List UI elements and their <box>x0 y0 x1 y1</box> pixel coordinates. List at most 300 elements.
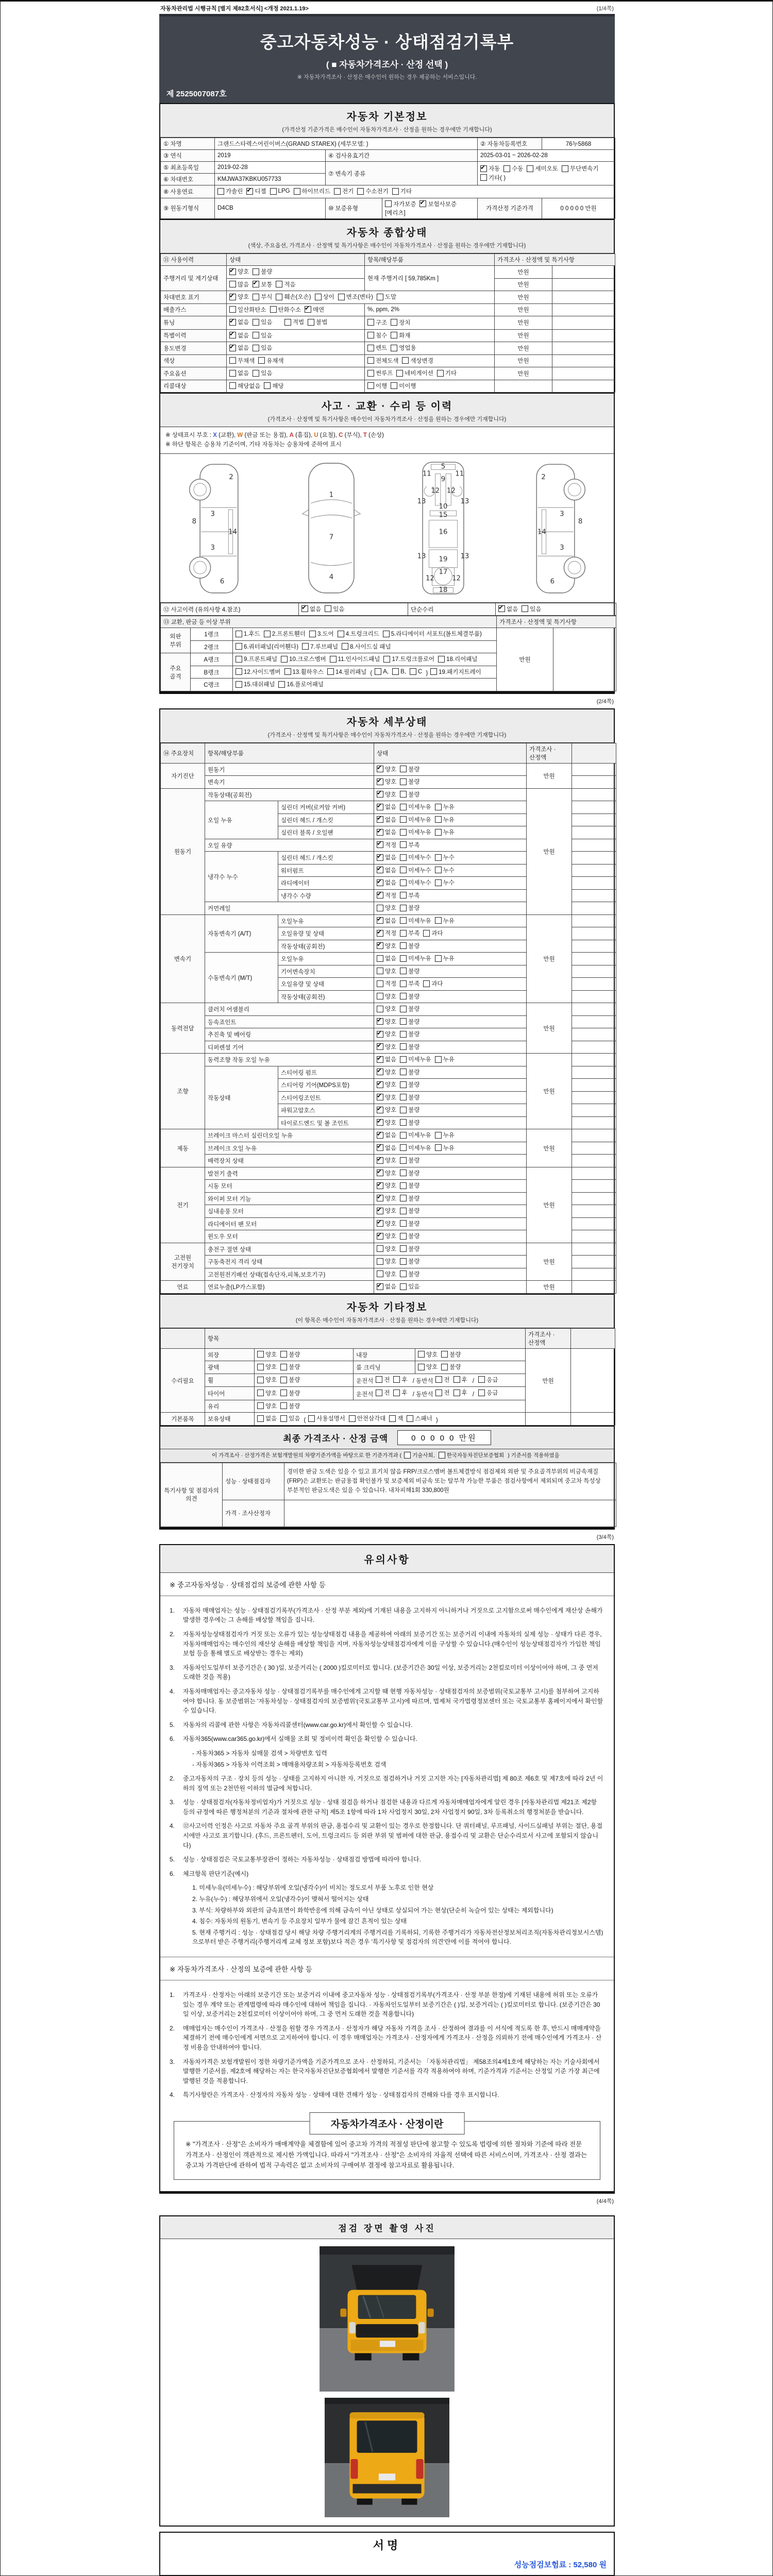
checkbox-option[interactable] <box>301 605 321 613</box>
checkbox-icon[interactable] <box>258 357 265 364</box>
checkbox-icon[interactable] <box>393 1376 400 1383</box>
checkbox-option[interactable] <box>435 828 455 836</box>
checkbox-icon[interactable] <box>400 841 407 848</box>
checkbox-option[interactable] <box>270 306 301 314</box>
checkbox-option[interactable] <box>377 803 396 811</box>
checkbox-icon[interactable] <box>377 892 383 899</box>
checkbox-icon[interactable] <box>400 1069 407 1075</box>
checkbox-icon[interactable] <box>391 345 397 351</box>
checkbox-icon[interactable] <box>400 816 407 823</box>
checkbox-option[interactable] <box>236 655 277 663</box>
checkbox-option[interactable] <box>376 1388 390 1397</box>
checkbox-icon[interactable] <box>435 917 442 924</box>
checkbox-option[interactable] <box>441 1350 461 1359</box>
checkbox-icon[interactable] <box>229 281 236 287</box>
checkbox-option[interactable] <box>236 642 298 651</box>
checkbox-icon[interactable] <box>418 1364 425 1370</box>
checkbox-option[interactable] <box>400 1282 419 1291</box>
checkbox-option[interactable] <box>377 1118 396 1127</box>
checkbox-option[interactable] <box>257 1414 277 1422</box>
checkbox-icon[interactable] <box>437 370 444 377</box>
checkbox-icon[interactable] <box>257 1402 264 1409</box>
checkbox-option[interactable] <box>284 668 324 676</box>
checkbox-icon[interactable] <box>294 188 300 195</box>
checkbox-option[interactable] <box>400 1018 419 1026</box>
checkbox-icon[interactable] <box>229 382 236 389</box>
checkbox-option[interactable] <box>280 1376 300 1384</box>
checkbox-option[interactable] <box>253 331 272 340</box>
checkbox-option[interactable] <box>400 878 431 887</box>
checkbox-option[interactable] <box>430 668 481 676</box>
checkbox-option[interactable] <box>229 280 249 289</box>
checkbox-option[interactable] <box>305 306 324 314</box>
checkbox-option[interactable] <box>435 878 455 887</box>
checkbox-icon[interactable] <box>236 643 242 650</box>
checkbox-icon[interactable] <box>229 332 236 338</box>
checkbox-icon[interactable] <box>276 281 282 287</box>
checkbox-icon[interactable] <box>270 188 277 195</box>
checkbox-option[interactable] <box>377 878 396 887</box>
checkbox-option[interactable] <box>284 318 304 326</box>
checkbox-option[interactable] <box>400 866 431 874</box>
checkbox-option[interactable] <box>334 187 354 195</box>
checkbox-icon[interactable] <box>281 656 288 663</box>
checkbox-icon[interactable] <box>338 631 344 637</box>
checkbox-option[interactable] <box>441 1363 461 1371</box>
checkbox-icon[interactable] <box>400 892 407 899</box>
checkbox-icon[interactable] <box>435 1376 442 1383</box>
checkbox-option[interactable] <box>418 1363 438 1371</box>
checkbox-icon[interactable] <box>400 1031 407 1038</box>
checkbox-option[interactable] <box>377 853 396 861</box>
checkbox-option[interactable] <box>400 1118 419 1127</box>
checkbox-option[interactable] <box>377 1232 396 1240</box>
checkbox-option[interactable] <box>400 1093 419 1101</box>
checkbox-icon[interactable] <box>435 829 442 836</box>
checkbox-icon[interactable] <box>338 294 345 300</box>
checkbox-icon[interactable] <box>400 1220 407 1227</box>
checkbox-option[interactable] <box>377 1144 396 1152</box>
checkbox-icon[interactable] <box>253 281 259 287</box>
checkbox-icon[interactable] <box>392 188 399 195</box>
checkbox-option[interactable] <box>393 1376 407 1384</box>
checkbox-icon[interactable] <box>301 605 308 612</box>
checkbox-option[interactable] <box>236 630 260 638</box>
checkbox-option[interactable] <box>377 929 396 937</box>
checkbox-icon[interactable] <box>377 1056 383 1063</box>
checkbox-option[interactable] <box>257 1350 277 1359</box>
checkbox-icon[interactable] <box>400 980 407 987</box>
checkbox-icon[interactable] <box>236 681 242 688</box>
checkbox-icon[interactable] <box>400 942 407 949</box>
checkbox-option[interactable] <box>377 954 396 962</box>
checkbox-option[interactable] <box>400 803 431 811</box>
checkbox-icon[interactable] <box>400 791 407 798</box>
checkbox-icon[interactable] <box>367 345 374 351</box>
checkbox-option[interactable] <box>478 1376 498 1384</box>
checkbox-icon[interactable] <box>391 332 397 338</box>
checkbox-icon[interactable] <box>400 1208 407 1214</box>
checkbox-icon[interactable] <box>278 681 285 688</box>
checkbox-icon[interactable] <box>435 955 442 962</box>
checkbox-option[interactable] <box>257 1389 277 1397</box>
checkbox-icon[interactable] <box>377 1144 383 1151</box>
checkbox-icon[interactable] <box>400 766 407 772</box>
checkbox-option[interactable] <box>229 331 249 340</box>
checkbox-icon[interactable] <box>377 1094 383 1100</box>
checkbox-option[interactable] <box>309 630 334 638</box>
checkbox-icon[interactable] <box>280 1364 287 1370</box>
checkbox-option[interactable] <box>400 1232 419 1240</box>
checkbox-option[interactable] <box>280 1414 300 1422</box>
checkbox-option[interactable] <box>400 1068 419 1076</box>
checkbox-icon[interactable] <box>377 766 383 772</box>
checkbox-icon[interactable] <box>498 605 505 612</box>
checkbox-option[interactable] <box>377 841 396 849</box>
checkbox-option[interactable] <box>229 318 249 326</box>
checkbox-icon[interactable] <box>400 1233 407 1240</box>
checkbox-option[interactable] <box>391 318 410 327</box>
checkbox-option[interactable] <box>377 828 396 836</box>
checkbox-option[interactable] <box>377 1005 396 1013</box>
checkbox-option[interactable] <box>236 668 281 676</box>
checkbox-option[interactable] <box>229 344 249 352</box>
checkbox-icon[interactable] <box>377 829 383 836</box>
checkbox-icon[interactable] <box>400 1043 407 1050</box>
checkbox-icon[interactable] <box>253 332 259 338</box>
checkbox-option[interactable] <box>400 979 419 988</box>
checkbox-icon[interactable] <box>377 930 383 937</box>
checkbox-icon[interactable] <box>400 930 407 937</box>
checkbox-icon[interactable] <box>480 165 487 172</box>
checkbox-option[interactable] <box>270 188 290 195</box>
checkbox-icon[interactable] <box>441 1364 448 1370</box>
checkbox-option[interactable] <box>400 904 419 912</box>
checkbox-option[interactable] <box>400 942 419 950</box>
checkbox-option[interactable] <box>400 853 431 861</box>
checkbox-icon[interactable] <box>478 1376 485 1383</box>
checkbox-icon[interactable] <box>423 930 430 937</box>
checkbox-icon[interactable] <box>377 1245 383 1252</box>
checkbox-option[interactable] <box>338 293 373 301</box>
checkbox-icon[interactable] <box>315 294 322 300</box>
checkbox-icon[interactable] <box>435 879 442 886</box>
checkbox-option[interactable] <box>377 891 396 900</box>
checkbox-option[interactable] <box>400 1055 431 1063</box>
checkbox-option[interactable] <box>276 280 295 289</box>
checkbox-option[interactable] <box>400 1219 419 1228</box>
checkbox-option[interactable] <box>400 1106 419 1114</box>
checkbox-icon[interactable] <box>367 357 374 364</box>
checkbox-icon[interactable] <box>522 605 528 612</box>
checkbox-icon[interactable] <box>383 631 390 637</box>
checkbox-option[interactable] <box>478 1388 498 1397</box>
checkbox-icon[interactable] <box>342 643 348 650</box>
checkbox-option[interactable] <box>400 1080 419 1089</box>
checkbox-icon[interactable] <box>367 370 374 377</box>
checkbox-option[interactable] <box>377 1030 396 1038</box>
checkbox-icon[interactable] <box>377 1043 383 1050</box>
checkbox-option[interactable] <box>435 866 455 874</box>
checkbox-icon[interactable] <box>400 1170 407 1176</box>
checkbox-option[interactable] <box>377 1169 396 1177</box>
checkbox-option[interactable] <box>377 1080 396 1089</box>
checkbox-icon[interactable] <box>435 1144 442 1151</box>
checkbox-option[interactable] <box>377 967 396 975</box>
checkbox-option[interactable] <box>315 293 334 301</box>
checkbox-option[interactable] <box>383 655 434 663</box>
checkbox-icon[interactable] <box>377 816 383 823</box>
checkbox-option[interactable] <box>400 1030 419 1038</box>
checkbox-icon[interactable] <box>377 955 383 962</box>
checkbox-icon[interactable] <box>308 1415 315 1422</box>
checkbox-icon[interactable] <box>435 867 442 873</box>
checkbox-icon[interactable] <box>284 319 291 326</box>
checkbox-option[interactable] <box>435 1055 455 1063</box>
checkbox-icon[interactable] <box>377 1006 383 1012</box>
checkbox-icon[interactable] <box>439 1452 445 1459</box>
checkbox-icon[interactable] <box>377 879 383 886</box>
checkbox-icon[interactable] <box>400 955 407 962</box>
checkbox-icon[interactable] <box>309 631 316 637</box>
checkbox-icon[interactable] <box>377 294 383 300</box>
checkbox-icon[interactable] <box>400 879 407 886</box>
checkbox-option[interactable] <box>377 1156 396 1164</box>
checkbox-icon[interactable] <box>270 306 277 313</box>
checkbox-icon[interactable] <box>334 188 341 195</box>
checkbox-option[interactable] <box>391 331 410 340</box>
checkbox-option[interactable] <box>276 293 311 301</box>
checkbox-icon[interactable] <box>264 631 271 637</box>
checkbox-option[interactable] <box>377 1106 396 1114</box>
checkbox-option[interactable] <box>404 1451 435 1459</box>
checkbox-option[interactable] <box>308 1414 345 1422</box>
checkbox-icon[interactable] <box>377 1018 383 1025</box>
checkbox-icon[interactable] <box>400 1056 407 1063</box>
checkbox-icon[interactable] <box>257 1377 264 1383</box>
checkbox-option[interactable] <box>400 1156 419 1164</box>
checkbox-option[interactable] <box>308 318 327 326</box>
checkbox-option[interactable] <box>419 200 457 208</box>
checkbox-option[interactable] <box>342 642 391 651</box>
checkbox-icon[interactable] <box>423 980 430 987</box>
checkbox-icon[interactable] <box>305 306 311 313</box>
checkbox-icon[interactable] <box>400 804 407 810</box>
checkbox-option[interactable] <box>376 1376 390 1384</box>
checkbox-option[interactable] <box>253 318 272 326</box>
checkbox-option[interactable] <box>257 1402 277 1410</box>
checkbox-option[interactable] <box>400 1043 419 1051</box>
checkbox-icon[interactable] <box>400 829 407 836</box>
checkbox-option[interactable] <box>253 280 272 289</box>
checkbox-option[interactable] <box>257 1376 277 1384</box>
checkbox-icon[interactable] <box>264 382 271 389</box>
checkbox-icon[interactable] <box>400 1094 407 1100</box>
checkbox-option[interactable] <box>400 841 419 849</box>
checkbox-option[interactable] <box>435 803 455 811</box>
checkbox-icon[interactable] <box>377 841 383 848</box>
checkbox-icon[interactable] <box>253 268 259 275</box>
checkbox-option[interactable] <box>400 828 431 836</box>
checkbox-option[interactable] <box>377 992 396 1001</box>
checkbox-option[interactable] <box>400 1257 419 1265</box>
checkbox-option[interactable] <box>400 1207 419 1215</box>
checkbox-option[interactable] <box>498 605 518 613</box>
checkbox-option[interactable] <box>400 917 431 925</box>
checkbox-option[interactable] <box>400 1194 419 1202</box>
checkbox-icon[interactable] <box>435 816 442 823</box>
checkbox-option[interactable] <box>377 1181 396 1190</box>
checkbox-option[interactable] <box>280 1350 300 1359</box>
checkbox-option[interactable] <box>280 1363 300 1371</box>
checkbox-option[interactable] <box>229 369 249 377</box>
checkbox-icon[interactable] <box>400 905 407 911</box>
checkbox-icon[interactable] <box>400 1006 407 1012</box>
checkbox-option[interactable] <box>375 668 389 675</box>
checkbox-option[interactable] <box>400 790 419 799</box>
checkbox-icon[interactable] <box>400 993 407 999</box>
checkbox-icon[interactable] <box>438 656 445 663</box>
checkbox-icon[interactable] <box>367 319 374 326</box>
checkbox-option[interactable] <box>435 816 455 824</box>
checkbox-option[interactable] <box>392 668 406 675</box>
checkbox-option[interactable] <box>377 1245 396 1253</box>
checkbox-icon[interactable] <box>367 332 374 338</box>
checkbox-icon[interactable] <box>400 1144 407 1151</box>
checkbox-icon[interactable] <box>377 791 383 798</box>
checkbox-icon[interactable] <box>253 345 259 351</box>
checkbox-option[interactable] <box>258 357 283 365</box>
checkbox-option[interactable] <box>377 1257 396 1265</box>
checkbox-icon[interactable] <box>478 1389 485 1396</box>
checkbox-option[interactable] <box>377 1018 396 1026</box>
checkbox-option[interactable] <box>377 1043 396 1051</box>
checkbox-icon[interactable] <box>236 631 242 637</box>
checkbox-option[interactable] <box>327 668 366 676</box>
checkbox-option[interactable] <box>281 655 326 663</box>
checkbox-option[interactable] <box>400 954 431 962</box>
checkbox-icon[interactable] <box>430 668 437 675</box>
checkbox-option[interactable] <box>393 1388 407 1397</box>
checkbox-icon[interactable] <box>325 605 331 612</box>
checkbox-icon[interactable] <box>377 1119 383 1126</box>
checkbox-option[interactable] <box>453 1376 467 1384</box>
checkbox-option[interactable] <box>257 1363 277 1371</box>
checkbox-option[interactable] <box>400 1169 419 1177</box>
checkbox-icon[interactable] <box>377 1170 383 1176</box>
checkbox-option[interactable] <box>229 293 249 301</box>
checkbox-icon[interactable] <box>349 1415 356 1422</box>
checkbox-option[interactable] <box>377 1055 396 1063</box>
checkbox-option[interactable] <box>367 369 393 377</box>
checkbox-option[interactable] <box>400 1131 431 1139</box>
checkbox-icon[interactable] <box>435 804 442 810</box>
checkbox-icon[interactable] <box>377 1157 383 1164</box>
checkbox-icon[interactable] <box>377 968 383 974</box>
checkbox-icon[interactable] <box>389 1415 396 1422</box>
checkbox-option[interactable] <box>349 1414 386 1422</box>
checkbox-option[interactable] <box>389 1414 403 1422</box>
checkbox-option[interactable] <box>377 1270 396 1278</box>
checkbox-option[interactable] <box>367 382 387 390</box>
checkbox-icon[interactable] <box>418 1351 425 1358</box>
checkbox-icon[interactable] <box>410 668 416 675</box>
checkbox-option[interactable] <box>229 382 260 390</box>
checkbox-option[interactable] <box>400 765 419 773</box>
checkbox-icon[interactable] <box>453 1389 460 1396</box>
checkbox-icon[interactable] <box>236 656 242 663</box>
checkbox-icon[interactable] <box>276 294 282 300</box>
checkbox-option[interactable] <box>435 917 455 925</box>
checkbox-option[interactable] <box>253 344 272 352</box>
checkbox-option[interactable] <box>264 630 306 638</box>
checkbox-option[interactable] <box>400 967 419 975</box>
checkbox-option[interactable] <box>377 765 396 773</box>
checkbox-icon[interactable] <box>402 357 409 364</box>
checkbox-icon[interactable] <box>377 917 383 924</box>
checkbox-icon[interactable] <box>377 1081 383 1088</box>
checkbox-option[interactable] <box>264 382 283 390</box>
checkbox-icon[interactable] <box>400 1182 407 1189</box>
checkbox-icon[interactable] <box>257 1415 264 1422</box>
checkbox-icon[interactable] <box>280 1402 287 1409</box>
checkbox-option[interactable] <box>396 369 433 377</box>
checkbox-icon[interactable] <box>400 1258 407 1265</box>
checkbox-option[interactable] <box>280 1402 300 1410</box>
checkbox-option[interactable] <box>391 344 416 352</box>
checkbox-icon[interactable] <box>396 370 403 377</box>
checkbox-icon[interactable] <box>377 905 383 911</box>
checkbox-icon[interactable] <box>400 1270 407 1277</box>
checkbox-icon[interactable] <box>377 804 383 810</box>
checkbox-icon[interactable] <box>527 165 533 172</box>
checkbox-icon[interactable] <box>253 370 259 377</box>
checkbox-icon[interactable] <box>229 319 236 326</box>
checkbox-icon[interactable] <box>377 1220 383 1227</box>
checkbox-option[interactable] <box>253 369 272 377</box>
checkbox-icon[interactable] <box>377 854 383 861</box>
checkbox-option[interactable] <box>435 1131 455 1139</box>
checkbox-icon[interactable] <box>503 165 510 172</box>
checkbox-icon[interactable] <box>400 1195 407 1201</box>
checkbox-option[interactable] <box>377 942 396 950</box>
checkbox-option[interactable] <box>453 1388 467 1397</box>
checkbox-icon[interactable] <box>229 345 236 351</box>
checkbox-icon[interactable] <box>562 165 568 172</box>
checkbox-icon[interactable] <box>308 319 314 326</box>
checkbox-option[interactable] <box>400 1181 419 1190</box>
checkbox-option[interactable] <box>480 174 506 182</box>
checkbox-icon[interactable] <box>400 1119 407 1126</box>
checkbox-option[interactable] <box>400 929 419 937</box>
checkbox-icon[interactable] <box>400 1081 407 1088</box>
checkbox-icon[interactable] <box>377 1031 383 1038</box>
checkbox-option[interactable] <box>377 866 396 874</box>
checkbox-icon[interactable] <box>400 1245 407 1252</box>
checkbox-icon[interactable] <box>377 1107 383 1113</box>
checkbox-option[interactable] <box>400 816 431 824</box>
checkbox-icon[interactable] <box>435 1389 442 1396</box>
checkbox-option[interactable] <box>438 655 477 663</box>
checkbox-option[interactable] <box>377 816 396 824</box>
checkbox-icon[interactable] <box>280 1415 287 1422</box>
checkbox-icon[interactable] <box>435 1132 442 1139</box>
checkbox-option[interactable] <box>400 1005 419 1013</box>
checkbox-icon[interactable] <box>391 382 397 389</box>
checkbox-icon[interactable] <box>229 357 236 364</box>
checkbox-icon[interactable] <box>453 1376 460 1383</box>
checkbox-option[interactable] <box>377 1207 396 1215</box>
